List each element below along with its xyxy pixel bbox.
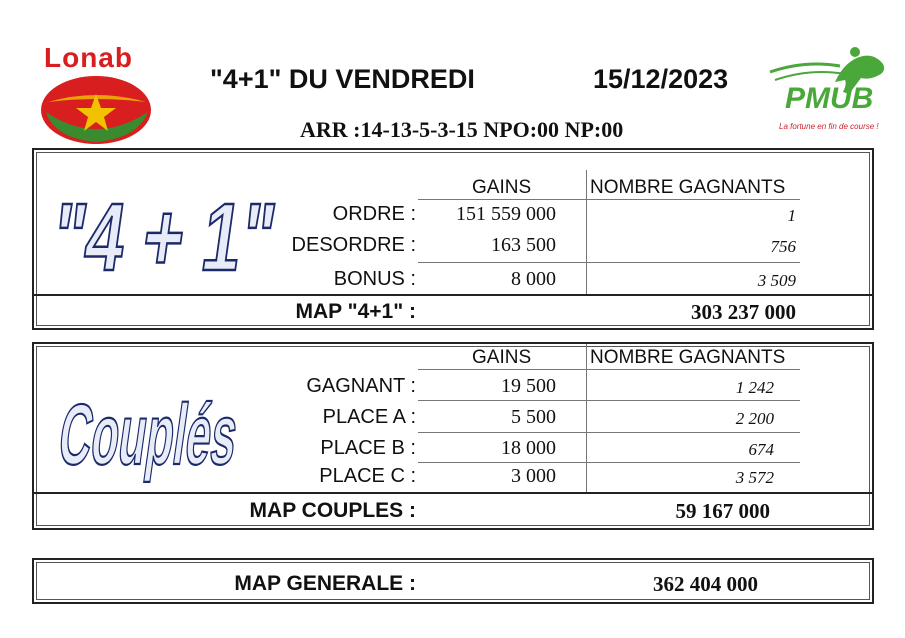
- row-gain-place-a: 5 500: [511, 406, 556, 428]
- row-gain-place-b: 18 000: [501, 437, 556, 459]
- map-4plus1-value: 303 237 000: [691, 300, 796, 324]
- lonab-wordmark: Lonab: [44, 42, 133, 73]
- race-date: 15/12/2023: [593, 64, 729, 94]
- pmub-tagline: La fortune en fin de course !: [779, 122, 879, 131]
- map-4plus1-label: MAP "4+1" :: [295, 300, 416, 323]
- row-count-bonus: 3 509: [757, 271, 796, 290]
- row-divider: [418, 400, 800, 401]
- svg-text:Couplés: Couplés: [53, 385, 244, 483]
- col-header-gagnants: NOMBRE GAGNANTS: [590, 347, 786, 368]
- col-header-gagnants: NOMBRE GAGNANTS: [590, 177, 786, 198]
- map-couples-label: MAP COUPLES :: [249, 499, 416, 522]
- column-divider: [586, 170, 587, 294]
- row-divider: [418, 462, 800, 463]
- row-count-place-c: 3 572: [735, 468, 774, 487]
- pmub-wordmark: PMUB: [785, 82, 874, 115]
- row-gain-gagnant: 19 500: [501, 375, 556, 397]
- row-divider: [418, 432, 800, 433]
- divider: [32, 294, 874, 296]
- row-gain-bonus: 8 000: [511, 268, 556, 290]
- row-label-ordre: ORDRE :: [332, 203, 416, 225]
- row-count-place-a: 2 200: [735, 409, 774, 428]
- row-label-desordre: DESORDRE :: [291, 234, 416, 256]
- col-header-gains: GAINS: [472, 177, 532, 198]
- row-count-desordre: 756: [770, 237, 796, 256]
- map-generale-value: 362 404 000: [653, 572, 758, 596]
- page-title: "4+1" DU VENDREDI: [210, 64, 475, 94]
- row-gain-ordre: 151 559 000: [456, 203, 556, 225]
- map-generale-label: MAP GENERALE :: [234, 572, 416, 595]
- row-label-gagnant: GAGNANT :: [306, 375, 416, 397]
- row-label-place-b: PLACE B :: [320, 437, 416, 459]
- row-label-place-a: PLACE A :: [322, 406, 416, 428]
- column-divider: [586, 344, 587, 492]
- row-gain-desordre: 163 500: [491, 234, 556, 256]
- lonab-logo: [38, 42, 156, 147]
- row-label-bonus: BONUS :: [333, 268, 416, 290]
- row-label-place-c: PLACE C :: [319, 465, 416, 487]
- row-count-place-b: 674: [748, 440, 774, 459]
- map-couples-value: 59 167 000: [675, 499, 770, 523]
- row-divider: [418, 262, 800, 263]
- col-header-gains: GAINS: [472, 347, 532, 368]
- divider: [32, 492, 874, 494]
- row-gain-place-c: 3 000: [511, 465, 556, 487]
- header-underline: [418, 199, 800, 200]
- svg-text:"4 + 1": "4 + 1": [45, 183, 283, 291]
- arrivee-line: ARR :14-13-5-3-15 NPO:00 NP:00: [300, 117, 624, 142]
- header-underline: [418, 369, 800, 370]
- pmub-logo: [765, 42, 890, 137]
- row-count-gagnant: 1 242: [735, 378, 774, 397]
- row-count-ordre: 1: [787, 206, 796, 225]
